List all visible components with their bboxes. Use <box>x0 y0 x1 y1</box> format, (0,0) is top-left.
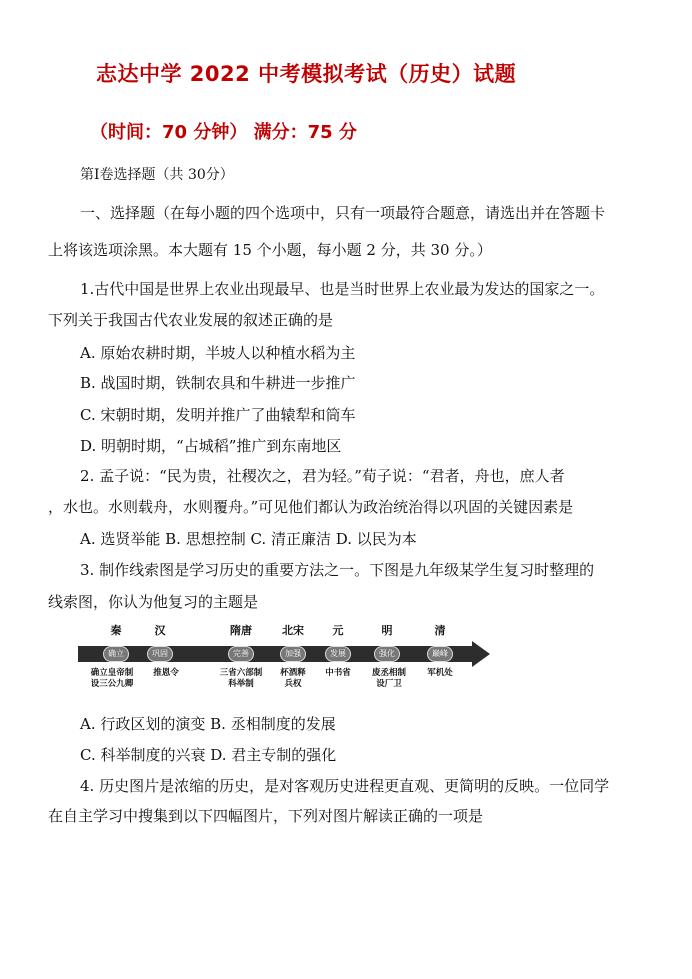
timeline-dynasty: 汉 <box>154 624 166 637</box>
timeline-node: 强化 <box>374 646 400 662</box>
timeline-note-line: 兵权 <box>284 679 302 689</box>
timeline-note <box>220 668 263 690</box>
q1-option-c: C. 宋朝时期，发明并推广了曲辕犁和筒车 <box>80 406 356 424</box>
timeline-note-line: 杯酒释 <box>280 668 306 678</box>
section-instruction-line2: 上将该选项涂黑。本大题有 15 个小题，每小题 2 分，共 30 分。） <box>48 241 492 259</box>
q3-stem-line2: 线索图，你认为他复习的主题是 <box>48 593 259 611</box>
timeline-node: 确立 <box>103 646 129 662</box>
timeline-note <box>325 668 351 679</box>
q4-stem-line1: 4. 历史图片是浓缩的历史，是对客观历史进程更直观、更简明的反映。一位同学 <box>80 777 610 795</box>
exam-subtitle: （时间：70 分钟） 满分：75 分 <box>90 122 357 143</box>
timeline-note-line: 废丞相制 <box>371 668 407 678</box>
q2-options: A. 选贤举能 B. 思想控制 C. 清正廉洁 D. 以民为本 <box>80 530 417 548</box>
q3-options-line2: C. 科举制度的兴衰 D. 君主专制的强化 <box>80 746 337 764</box>
timeline-node: 完善 <box>228 646 254 662</box>
timeline-dynasty: 元 <box>332 624 344 637</box>
q2-stem-line1: 2. 孟子说：“民为贵，社稷次之，君为轻。”荀子说：“君者，舟也，庶人者 <box>80 467 565 485</box>
q1-option-a: A. 原始农耕时期，半坡人以种植水稻为主 <box>80 344 356 362</box>
q1-stem-line1: 1.古代中国是世界上农业出现最早、也是当时世界上农业最为发达的国家之一。 <box>80 280 605 298</box>
timeline-note-line: 中书省 <box>325 668 351 678</box>
q2-stem-line2: ，水也。水则载舟，水则覆舟。”可见他们都认为政治统治得以巩固的关键因素是 <box>48 498 574 516</box>
timeline-note <box>91 668 134 690</box>
q1-stem-line2: 下列关于我国古代农业发展的叙述正确的是 <box>48 311 334 329</box>
timeline-note <box>153 668 179 679</box>
timeline-note-line: 科举制 <box>228 679 254 689</box>
q3-options-line1: A. 行政区划的演变 B. 丞相制度的发展 <box>80 715 336 733</box>
timeline-note-line: 确立皇帝制 <box>90 668 134 678</box>
timeline-note-line: 推恩令 <box>153 668 179 678</box>
section-heading: 第Ⅰ卷选择题（共 30分） <box>80 167 234 183</box>
timeline-node: 加强 <box>280 646 306 662</box>
timeline-note <box>372 668 406 690</box>
q1-option-b: B. 战国时期，铁制农具和牛耕进一步推广 <box>80 374 356 392</box>
timeline-node: 发展 <box>325 646 351 662</box>
q4-stem-line2: 在自主学习中搜集到以下四幅图片，下列对图片解读正确的一项是 <box>48 807 484 825</box>
timeline-note-line: 三省六部制 <box>219 668 263 678</box>
timeline-bar <box>78 646 474 662</box>
timeline-dynasty: 清 <box>434 624 446 637</box>
q1-option-d: D. 明朝时期，“占城稻”推广到东南地区 <box>80 437 342 455</box>
timeline-note-line: 军机处 <box>427 668 453 678</box>
timeline-dynasty: 明 <box>381 624 393 637</box>
timeline-note-line: 设厂卫 <box>376 679 402 689</box>
q3-timeline-figure <box>78 622 490 694</box>
timeline-node: 巩固 <box>147 646 173 662</box>
q3-stem-line1: 3. 制作线索图是学习历史的重要方法之一。下图是九年级某学生复习时整理的 <box>80 561 595 579</box>
section-instruction-line1: 一、选择题（在每小题的四个选项中，只有一项最符合题意，请选出并在答题卡 <box>80 204 606 222</box>
exam-title: 志达中学 2022 中考模拟考试（历史）试题 <box>96 62 517 86</box>
timeline-dynasty: 北宋 <box>282 624 304 637</box>
timeline-note <box>280 668 306 690</box>
timeline-dynasty: 秦 <box>110 624 122 637</box>
timeline-note <box>427 668 453 679</box>
timeline-node: 巅峰 <box>427 646 453 662</box>
timeline-arrowhead <box>472 641 490 667</box>
timeline-dynasty: 隋唐 <box>230 624 252 637</box>
timeline-note-line: 设三公九卿 <box>90 679 134 689</box>
